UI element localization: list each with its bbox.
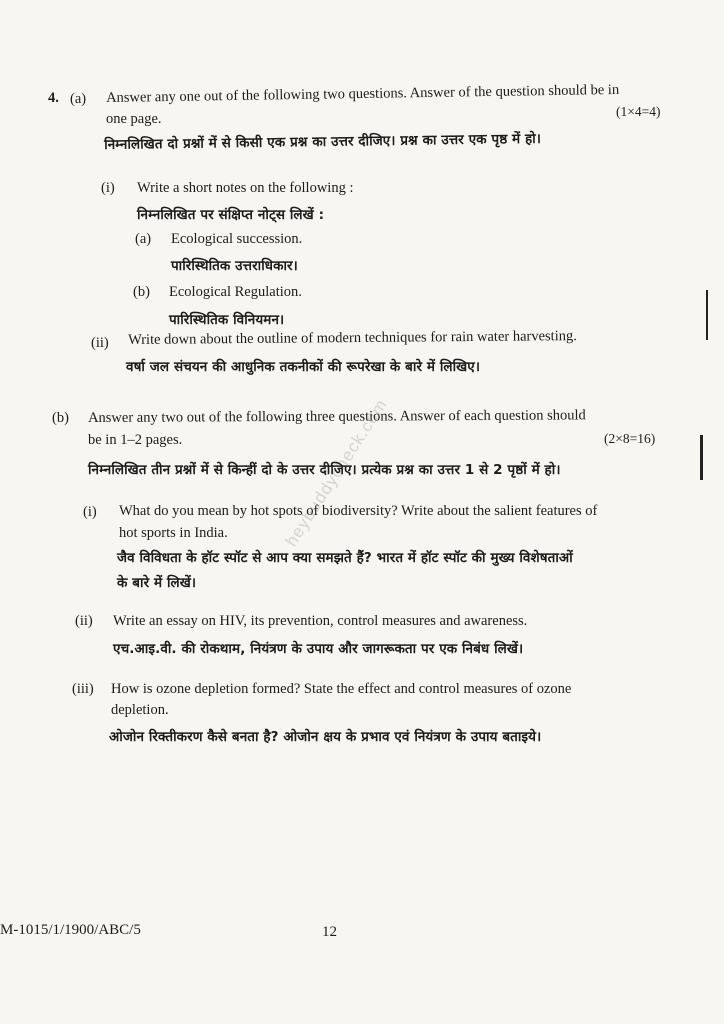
paper-code: M-1015/1/1900/ABC/5 — [0, 922, 141, 938]
b-ii-line1: Write an essay on HIV, its prevention, control measures and awareness. — [113, 613, 528, 629]
a-i-sub-a-hindi: पारिस्थितिक उत्तराधिकार। — [171, 258, 298, 274]
b-i-line2: hot sports in India. — [119, 525, 228, 541]
b-i-hindi-line1: जैव विविधता के हॉट स्पॉट से आप क्या समझते हैं? भारत में हॉट स्पॉट की मुख्य विशेषताओं — [117, 550, 573, 566]
page-number: 12 — [322, 924, 337, 940]
scan-edge-mark — [700, 435, 703, 480]
a-i-sub-b: Ecological Regulation. — [169, 284, 302, 300]
a-ii-label: (ii) — [91, 335, 109, 351]
part-a-instruction-line1: Answer any one out of the following two questions. Answer of the question should be in — [106, 81, 620, 106]
watermark: heybuddycheck.com — [281, 395, 392, 550]
part-a-instruction-hindi: निम्नलिखित दो प्रश्नों में से किसी एक प्रश्न का उत्तर दीजिए। प्रश्न का उत्तर एक पृष्ठ में हो। — [104, 130, 542, 153]
part-b-marks: (2×8=16) — [604, 431, 656, 446]
b-iii-hindi-line1: ओजोन रिक्तीकरण कैसे बनता है? ओजोन क्षय के प्रभाव एवं नियंत्रण के उपाय बताइये। — [109, 729, 542, 745]
part-b-instruction-line2: be in 1–2 pages. — [88, 432, 183, 448]
b-ii-hindi-line1: एच.आइ.वी. की रोकथाम, नियंत्रण के उपाय और जागरूकता पर एक निबंध लिखें। — [113, 641, 524, 657]
b-iii-label: (iii) — [72, 681, 94, 697]
a-i-sub-b-label: (b) — [133, 284, 150, 300]
part-b-instruction-line1: Answer any two out of the following three questions. Answer of each question should — [88, 407, 586, 426]
b-i-hindi-line2: के बारे में लिखें। — [117, 575, 197, 591]
a-ii-text-hindi: वर्षा जल संचयन की आधुनिक तकनीकों की रूपरेखा के बारे में लिखिए। — [126, 359, 481, 375]
a-i-sub-b-hindi: पारिस्थितिक विनियमन। — [169, 312, 285, 328]
a-i-text-hindi: निम्नलिखित पर संक्षिप्त नोट्स लिखें : — [137, 207, 325, 223]
part-a-label: (a) — [70, 91, 87, 107]
part-b-label: (b) — [52, 410, 69, 426]
question-number: 4. — [48, 90, 59, 106]
b-iii-line2: depletion. — [111, 702, 169, 718]
part-a-marks: (1×4=4) — [616, 104, 661, 119]
a-i-text: Write a short notes on the following : — [137, 180, 354, 196]
b-i-label: (i) — [83, 504, 97, 520]
b-i-line1: What do you mean by hot spots of biodiversity? Write about the salient features of — [119, 503, 598, 519]
a-i-sub-a: Ecological succession. — [171, 231, 303, 247]
part-b-instruction-hindi: निम्नलिखित तीन प्रश्नों में से किन्हीं दो के उत्तर दीजिए। प्रत्येक प्रश्न का उत्तर 1 से 2 पृष्ठों में हो। — [88, 462, 561, 478]
part-a-instruction-line2: one page. — [106, 111, 162, 127]
a-ii-text: Write down about the outline of modern techniques for rain water harvesting. — [128, 328, 577, 348]
scan-edge-mark — [706, 290, 708, 340]
b-iii-line1: How is ozone depletion formed? State the effect and control measures of ozone — [111, 681, 572, 697]
a-i-sub-a-label: (a) — [135, 231, 152, 247]
b-ii-label: (ii) — [75, 613, 93, 629]
a-i-label: (i) — [101, 180, 115, 196]
